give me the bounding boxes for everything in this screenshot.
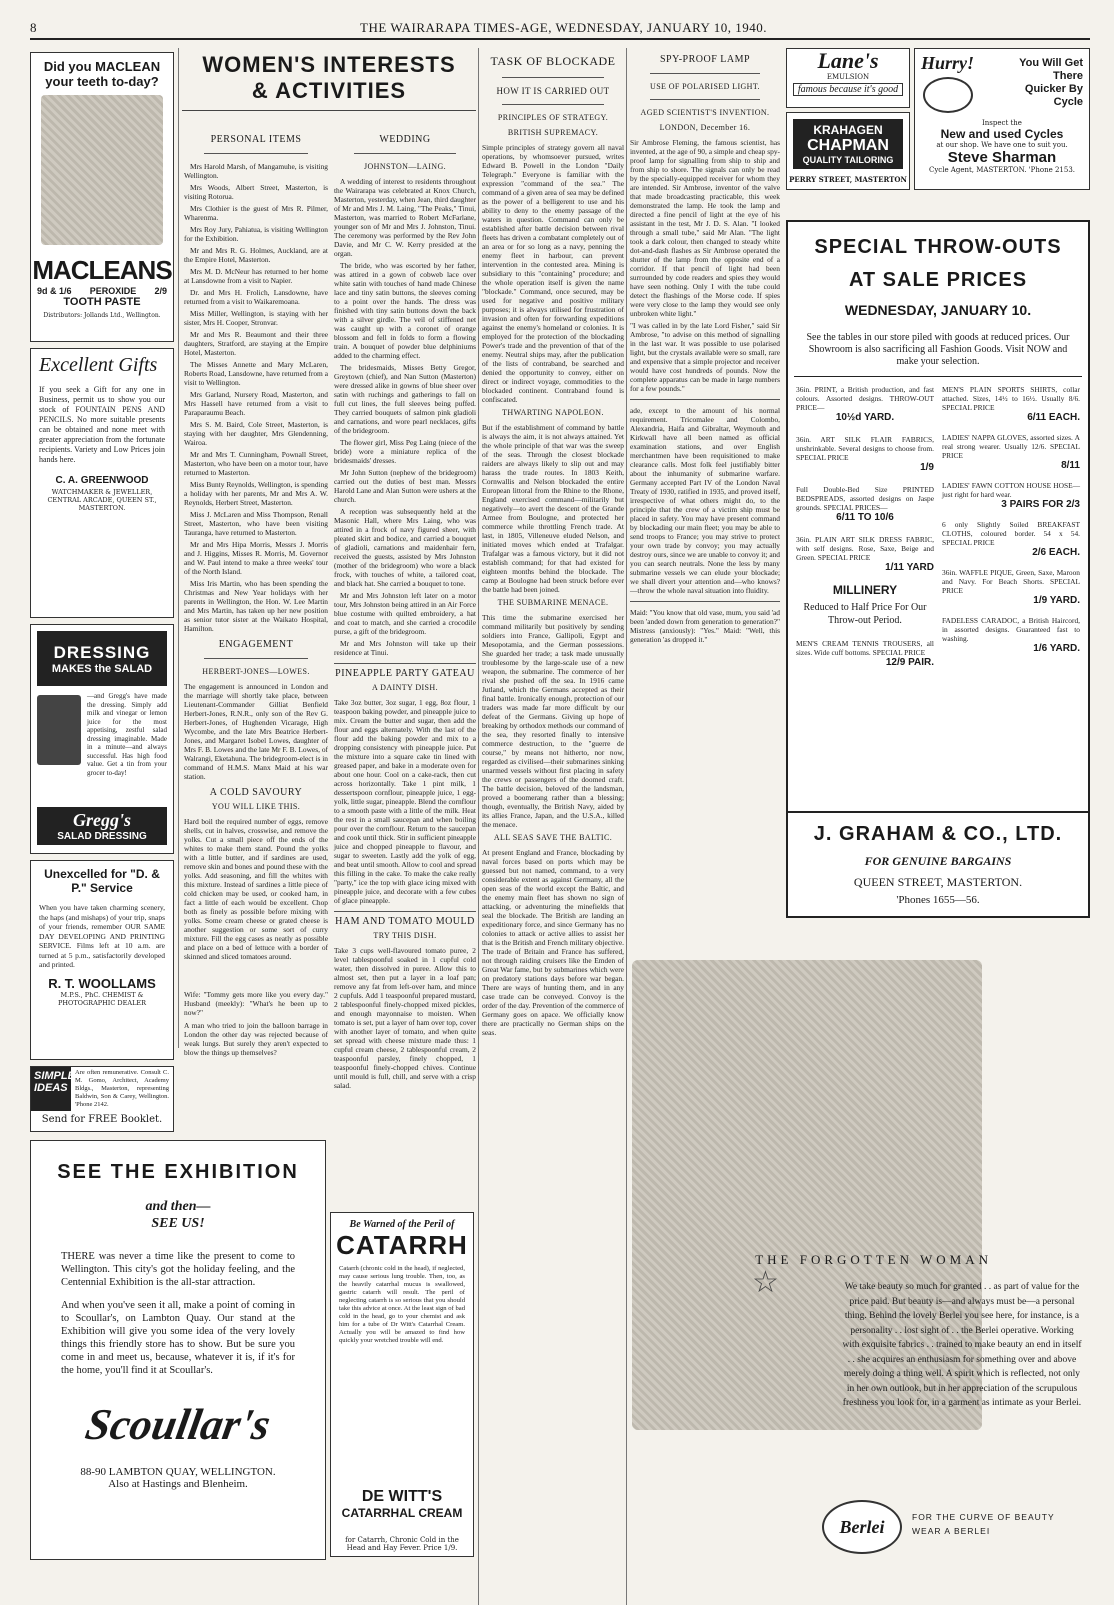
engagement-body: The engagement is announced in London and the marriage will shortly take place, between Lieutenant-Commander Gilliat Benfield Herbert-Jones, R.N.R., only son of the Rev G. Herbert-Jones, of Hughenden Vicarage, High Wycombe, and the late Mrs Beatrice Herbert-Jones, and Margaret Isobel Lowes, daughter of Mrs F. B. Lowes and the late Mr F. B. Lowes, of Walrangi, Eketahuna. The bridegroom-elect is in command of H.M.S. Manx Maid at his war station. xyxy=(184,682,328,781)
greggs-ad xyxy=(30,624,174,854)
greggs-tin-icon xyxy=(37,695,81,765)
graham-item: 36in. ART SILK FLAIR FABRICS, unshrinkable. Several designs to choose from. SPECIAL PRICE 1/9 xyxy=(796,435,934,473)
scoullars-branches: Also at Hastings and Blenheim. xyxy=(108,1478,248,1490)
macleans-ad xyxy=(30,52,174,342)
lanes-brand: Lane's xyxy=(817,48,879,73)
millinery-heading: MILLINERY xyxy=(832,583,898,597)
chapman-name1: KRAHAGEN xyxy=(813,123,883,137)
greggs-subheadline: MAKES the SALAD xyxy=(51,662,153,675)
sharman-trade: Cycle Agent, MASTERTON. 'Phone 2153. xyxy=(928,166,1076,174)
column-rule xyxy=(178,48,179,1048)
lamp-sub1: USE OF POLARISED LIGHT. xyxy=(650,82,760,91)
greenwood-body: If you seek a Gift for any one in Business, permit us to show you our stock of FOUNTAIN PENS AND PENCILS. No more suitable presents can be obtained and none meet with greater appreciation from the fortunate recipients. Variety and Low Prices join hands here. xyxy=(39,385,165,464)
column-rule xyxy=(626,48,627,1605)
scoullars-sub: and then— SEE US! xyxy=(145,1199,211,1231)
greenwood-headline: Excellent Gifts xyxy=(39,354,158,376)
wedding-column xyxy=(334,128,476,1090)
macleans-question: Did you MACLEAN your teeth to-day? xyxy=(43,59,161,89)
personal-items-column xyxy=(184,128,328,988)
savoury-body: Hard boil the required number of eggs, remove shells, cut in halves, crosswise, and remove the yolks. Cut a small piece off the ends of the whites to make them stand. Pound the yolks with a little butter, and if sardines are used, remove skin and bones and pound these with the yolks. Add seasoning, and fill the whites with this mixture. Instead of sardines a little piece of cold chicken may be used, or cooked ham, in fact a little of each would be excellent. Chop both as finely as possible before mixing with yolks. Some cream cheese or grated cheese is another suggestion or some sort of curry mixture. Fill the egg cases as neatly as possible and place on a bed of lettuce with a border of skinned and sliced tomatoes around. xyxy=(184,817,328,961)
berlei-ad xyxy=(632,930,1090,1560)
engagement-sub: HERBERT-JONES—LOWES. xyxy=(202,667,310,676)
graham-item: LADIES' NAPPA GLOVES, assorted sizes. A real strong wearer. Usually 12/6. SPECIAL PRICE 8/11 xyxy=(942,433,1080,471)
woollams-body: When you have taken charming scenery, the haps (and mishaps) of your trip, snaps of your friends, remember OUR SAME DAY DEVELOPING AND PRINTING SERVICE. Films left at 10 a.m. are turned at 5 p.m., satisfactorily developed and printed. xyxy=(39,903,165,969)
gateau-heading: PINEAPPLE PARTY GATEAU xyxy=(334,663,476,679)
ham-heading: HAM AND TOMATO MOULD xyxy=(334,911,476,927)
macleans-distributors: Distributors: Jollands Ltd., Wellington. xyxy=(43,312,161,319)
woollams-ad xyxy=(30,860,174,1060)
greggs-body: —and Gregg's have made the dressing. Simply add milk and vinegar or lemon juice for the most appetising, zestful salad dressing imaginable. Made in a minute—and always successful. Has high food value. Get a tin from your grocer to-day! xyxy=(87,692,167,777)
joke-text: Wife: "Tommy gets more like you every day." Husband (meekly): "What's he been up to now?" xyxy=(184,990,328,1017)
graham-item: FADELESS CARADOC, a British Haircord, in assorted designs. Guaranteed fast to washing. 1/6 YARD. xyxy=(942,616,1080,654)
sharman-ad xyxy=(914,48,1090,190)
blockade-article xyxy=(482,48,624,1560)
macleans-peroxide: PEROXIDE xyxy=(89,286,137,296)
maid-joke: Maid: "You know that old vase, mum, you said 'ad been 'anded down from generation to generation?" Mistress (anxiously): "Yes." Maid: "Well, this generation 'as dropped it." xyxy=(630,608,780,644)
graham-item: 6 only Slightly Soiled BREAKFAST CLOTHS, coloured border. 54 x 54. SPECIAL PRICE 2/6 EACH. xyxy=(942,520,1080,558)
graham-items-right xyxy=(942,385,1080,668)
graham-item: MEN'S PLAIN SPORTS SHIRTS, collar attached. Sizes, 14½ to 16½. Usually 8/6. SPECIAL PRICE 6/11 EACH. xyxy=(942,385,1080,423)
napoleon-heading: THWARTING NAPOLEON. xyxy=(502,408,604,417)
blockade-sub1: HOW IT IS CARRIED OUT xyxy=(496,86,610,96)
lamp-article xyxy=(630,48,780,978)
graham-item: 36in. PRINT, a British production, and fast colours. Assorted designs. THROW-OUT PRICE— 10½d YARD. xyxy=(796,385,934,423)
greggs-brand: Gregg's xyxy=(73,810,131,830)
blockade-body3: This time the submarine exercised her command militarily but positively by sending soldiers into France, Gallipoli, Egypt and Mesopotamia, and the German possessions. She guarded her trade; a task made unusually troublesome by the large-scale use of a new weapon, the submarine. The commerce of her rival she pushed off the sea. In 1916 came Jutland, which the Germans accepted as their final battle. Ironically enough, protection of our traders was made far more difficult by our defeat of the Germans. Giving up hope of breaking by orthodox methods our command of the sea, they resorted finally to intensive commerce destruction, to the "guerre de course," by means not hitherto, nor now, regarded as civilised—their submarines sinking unarmed vessels without first placing in safety the crews or passengers of the doomed craft. The battle decision, beloved of the landsman, proved a boomerang rather than a blessing; though, eventually, the British Navy, aided by its allies France, Japan, and the U.S.A., killed the menace. xyxy=(482,613,624,829)
catarrh-headline: CATARRH xyxy=(336,1230,468,1260)
gateau-body: Take 3oz butter, 3oz sugar, 1 egg, 8oz flour, 1 teaspoon baking powder, and pineapple juice to mix. Cream the butter and sugar, then add the flour and eggs alternately. With the last of the flour add the baking powder and mix to a dropping consistency with pineapple juice. Put the mixture into a square cake tin lined with greased paper, and bake in a moderate oven for about one hour. Cool on a cake-rack, then cut across horizontally. Take 1 pint milk, 1 dessertspoon cornflour, pineapple juice, 1 egg-yolk, little sugar, pineapple. Blend the cornflour to a smooth paste with a little of the milk. Heat the rest in a small saucepan and when boiling pour over the cornflour. Return to the saucepan and cook until thick. Stir in sufficient pineapple juice and chopped pineapple to flavour, and sugar to sweeten. Lastly add the yolk of egg, and beat until smooth. Allow to cool and spread this filling in the cake. To make the cake really "party," ice the top with glace icing mixed with pineapple juice, and decorate with a few cubes of glace pineapple. xyxy=(334,698,476,905)
lanes-product: EMULSION xyxy=(826,73,870,81)
sharman-inspect: Inspect the xyxy=(982,119,1022,127)
blockade-body1: Simple principles of strategy govern all naval operations, by whomsoever pursued, writes Edward B. Powell in the London "Daily Telegraph." Everyone is familiar with the expression "command of the sea." The command of a given area of sea may be defined as the power of a belligerent to use and his ability to deny to the enemy passage of the waters in question. Command can only be established after battle decision between rival fleets has driven a combatant completely out of an area or for so long as a navy, penning the enemy fleet in harbour, can prevent intervention in the contested area. Mining is subsidiary to this "containing" procedure; and the whole operation itself is given the name "blockade." Command, once secured, may be used for negative and positive military purposes; it is always utilised for frustration of invasion and often for forwarding expeditions against the enemy's homeland or colonies. It is employed for the protection of the blockading Power's trade and the prevention of that of the enemy. Neutral ships may, after the publication of the lists of contraband, be searched and denied the opportunity to convey, either on direct or indirect voyage, commodities to the blockaded continent. Contraband found is confiscated. xyxy=(482,143,624,404)
macleans-brand: MACLEANS xyxy=(32,255,172,285)
lamp-dateline: LONDON, December 16. xyxy=(659,123,751,132)
lamp-body2: "I was called in by the late Lord Fisher," said Sir Ambrose, "to advise on this method of signalling in the last war. It was possible to use polarised light, but the crystals available were so small, rare and expensive that a simple projector and receiver would have cost hundreds of pounds. Now the complete apparatus can be made in large numbers for a few pounds." xyxy=(630,321,780,393)
greenwood-ad xyxy=(30,348,174,618)
dewitts-product: CATARRHAL CREAM xyxy=(341,1506,463,1520)
cyclist-icon xyxy=(923,77,973,113)
graham-item: 36in. WAFFLE PIQUE, Green, Saxe, Maroon and Navy. For Beach Shorts. SPECIAL PRICE 1/9 YARD. xyxy=(942,568,1080,606)
graham-name: J. GRAHAM & CO., LTD. xyxy=(813,823,1063,845)
macleans-price-small: 9d & 1/6 xyxy=(37,286,72,296)
baltic-heading: ALL SEAS SAVE THE BALTIC. xyxy=(493,833,613,842)
blockade-sub2: PRINCIPLES OF STRATEGY. xyxy=(497,113,609,122)
tennis-price: 12/9 PAIR. xyxy=(885,657,934,668)
sharman-cycles: New and used Cycles xyxy=(940,127,1064,141)
blockade-body2: But if the establishment of command by battle is always the aim, it is not always attained. Yet the whole principle of that war was the sweep of the seas. Through the closest blockade raiders are always likely to slip out and may harass the trade routes. In 1803 Keith, Cornwallis and Nelson blockaded the entire European littoral from the Rhine to the Rhone, England exercised command—militarily but negatively—to avert the descent of the Grande Armee from Boulogne, and protected her commerce while throttling French trade. At last, in 1805, Villeneuve eluded Nelson, and initiated moves which ended at Trafalgar. Trafalgar was a famous victory, but it did not establish command; for that had existed for eighteen months behind the blockade. The camp at Boulogne had been struck before ever the battle had been joined. xyxy=(482,423,624,594)
lamp-heading: SPY-PROOF LAMP xyxy=(659,54,751,65)
sharman-name: Steve Sharman xyxy=(947,149,1057,166)
blockade-continued: ade, except to the amount of his normal requirement. Tricomalee and Colombo, Alexandria, Haifa and Gibraltar, Weymouth and Kirkwall have all been named as official examination stations, and over English merchantmen have been requisitioned to make clearance calls. Most folk feel justifiably bitter about the inhumanity of submarine warfare. Germany accepted Part IV of the London Naval Treaty of 1930, ratified in 1935, and proved itself, irrespective of what others might do, to the principle that the crew of a victim ship must be placed in safety. You may have present command by blockading our main fleet; you may be able to send troops to France; you may strive to protect your own trade by convoy; you may actually destroy ours, since we are unable to convoy it; and you can search neutrals. None the less by many submarine vessels we can elude your blockade; we shall divert your attention and—who knows?—throw the whole naval situation into fluidity. xyxy=(630,406,780,595)
gateau-sub: A DAINTY DISH. xyxy=(372,683,438,692)
tennis-trousers: MEN'S CREAM TENNIS TROUSERS, all sizes. Wide cuff bottoms. SPECIAL PRICE xyxy=(796,639,934,657)
personal-items-body: Mrs Harold Marsh, of Mangamuhe, is visiting Wellington. Mrs Woods, Albert Street, Masterton, is visiting Rotorua. Mrs Clothier is the guest of Mrs R. Pilmer, Wharenma. Mrs Roy Jury, Pahiatua, is visiting Wellington for the Exhibition. Mr and Mrs R. G. Holmes, Auckland, are at the Empire Hotel, Masterton. Mrs M. D. McNeur has returned to her home at Lansdowne from a visit to Napier. Dr. and Mrs H. Frolich, Lansdowne, have returned from a visit to Waikaremoana. Miss Miller, Wellington, is staying with her sister, Mrs H. Cooper, Stronvar. Mr and Mrs R. Beaumont and their three daughters, Stratford, are staying at the Empire Hotel, Masterton. The Misses Annette and Mary McLaren, Roberts Road, Lansdowne, have returned from a visit to Wellington. Mrs Garland, Nursery Road, Masterton, and Mrs Hassell have returned from a visit to Paraparaumu Beach. Mrs S. M. Baird, Cole Street, Masterton, is staying with her daughter, Mrs Glendenning, Wairoa. Mr and Mrs T. Cunningham, Pownall Street, Masterton, who have been on a motor tour, have returned to Masterton. Miss Bunty Reynolds, Wellington, is spending a holiday with her parents, Mr and Mrs A. W. Reynolds, Herbert Street, Masterton. Miss J. McLaren and Miss Thompson, Renall Street, Masterton, who have been visiting Tauranga, have returned to Masterton. Mr and Mrs Hipa Morris, Messrs J. Morris and J. Higgins, Misses R. Morris, M. Governor and W. Paul intend to make a three weeks' tour of the North Island. Miss Iris Martin, who has been spending the Christmas and New Year holidays with her parents in Wellington, the Hon. W. Lee Martin and Mrs Martin, has taken up her new position as senior tutor sister at the Waikato Hospital, Hamilton. xyxy=(184,162,328,633)
graham-items-left xyxy=(796,385,934,668)
greenwood-trade: WATCHMAKER & JEWELLER, CENTRAL ARCADE, QUEEN ST., MASTERTON. xyxy=(47,488,157,512)
sharman-shop: at our shop. We have one to suit you. xyxy=(936,141,1068,149)
catarrh-footer: for Catarrh, Chronic Cold in the Head and Hay Fever. Price 1/9. xyxy=(345,1536,459,1552)
graham-tagline: FOR GENUINE BARGAINS xyxy=(864,854,1012,868)
graham-item: LADIES' FAWN COTTON HOUSE HOSE—just right for hard wear. 3 PAIRS FOR 2/3 xyxy=(942,481,1080,510)
woollams-name: R. T. WOOLLAMS xyxy=(48,975,156,991)
wedding-body: A wedding of interest to residents throughout the Wairarapa was celebrated at Knox Church, Masterton, yesterday, when Jean, third daughter of Mr and Mrs J. M. Laing, "The Peaks," Tinui, Masterton, was married to Robert McFarlane, younger son of Mr and Mrs J. Johnston, Tinui. The ceremony was performed by the Rev John Davie, and Mr C. W. Kerry presided at the organ. The bride, who was escorted by her father, was attired in a gown of cobweb lace over white satin with touches of hand made Chinese lace and tiny satin buttons, the sleeves coming to a point over the hands. The dress was finished with tiny satin buttons down the back with a silver girdle. The veil of stiffened net was caught up with a coronet of orange blossom and fell in folds to form a flowing train. A bouquet of powder blue delphiniums added to the charming effect. The bridesmaids, Misses Betty Gregor, Greytown (chief), and Nan Sutton (Masterton) were dressed alike in gowns of blue sheer over satin with ruchings and gatherings to fall on full cut lines, the full sleeves being puffed. They carried bouquets of salmon pink gladioli and carnations, and wore pearl necklaces, gifts of the bridegroom. The flower girl, Miss Peg Laing (niece of the bride) wore a miniature replica of the bridesmaids' dresses. Mr John Sutton (nephew of the bridegroom) carried out the duties of best man. Messrs Harold Lane and Alan Sutton were ushers at the church. A reception was subsequently held at the Masonic Hall, where Mrs Laing, who was attired in a frock of navy figured sheer, with pleated skirt and bodice, and carried a bouquet of gladioli, carnations and maidenhair fern, received the guests, assisted by Mrs Johnston (mother of the bridegroom) who wore a black frock, with touches of white, a tailored coat, and black hat. She carried a bouquet to tone. Mr and Mrs Johnston left later on a motor tour, Mrs Johnston being attired in an Air Force blue costume with quilted embroidery, a hat and coat to match, and she carried a crocodile purse, a gift of the bridegroom. Mr and Mrs Johnston will take up their residence at Tinui. xyxy=(334,177,476,657)
graham-heading2: AT SALE PRICES xyxy=(848,269,1028,291)
greggs-headline: DRESSING xyxy=(53,642,151,662)
personal-items-heading: PERSONAL ITEMS xyxy=(210,134,302,145)
wedding-sub: JOHNSTON—LAING. xyxy=(363,162,447,171)
scoullars-address: 88-90 LAMBTON QUAY, WELLINGTON. xyxy=(80,1466,276,1478)
star-icon: ☆ xyxy=(752,1265,779,1300)
womens-interests-section xyxy=(182,52,476,111)
greggs-product: SALAD DRESSING xyxy=(57,831,147,842)
berlei-logo: Berlei xyxy=(822,1500,902,1554)
jokes-block xyxy=(184,990,328,1130)
page-number: 8 xyxy=(30,20,37,35)
scoullars-headline: SEE THE EXHIBITION xyxy=(57,1161,299,1183)
engagement-heading: ENGAGEMENT xyxy=(218,639,294,650)
catarrh-ad xyxy=(330,1212,474,1557)
ham-sub: TRY THIS DISH. xyxy=(373,931,437,940)
berlei-heading: THE FORGOTTEN WOMAN xyxy=(755,1252,992,1267)
simple-ideas-ad xyxy=(30,1066,174,1132)
scoullars-para1: THERE was never a time like the present to come to Wellington. This city's got the holiday feeling, and the Centennial Exhibition is the all-star attraction. xyxy=(61,1251,295,1288)
chapman-address: PERRY STREET, MASTERTON xyxy=(789,175,907,184)
newspaper-title: THE WAIRARAPA TIMES-AGE, WEDNESDAY, JANUARY 10, 1940. xyxy=(360,20,767,35)
lanes-slogan: famous because it's good xyxy=(793,83,903,96)
berlei-body: We take beauty so much for granted . . as part of value for the price paid. But beauty is—and always must be—a personal thing. Behind the lovely Berlei you see here, for instance, is a personality . . lost sight of . . the Berlei operative. Working with exquisite fabrics . . trained to make beauty an end in itself . . she acquires an enthusiasm for something over and above merely doing a thing well. A spirit which is reflected, not only in her own outlook, but in her appreciation of the scrupulous freshness you look for, in a garment as intimate as your Berlei. xyxy=(842,1282,1082,1408)
savoury-sub: YOU WILL LIKE THIS. xyxy=(211,802,301,811)
chapman-ad xyxy=(786,112,910,190)
woollams-headline: Unexcelled for "D. & P." Service xyxy=(44,867,160,895)
womens-title: WOMEN'S INTERESTS xyxy=(202,52,456,77)
graham-phones: 'Phones 1655—56. xyxy=(896,894,980,906)
graham-intro: See the tables in our store piled with goods at reduced prices. Our Showroom is also sacrificing all Fashion Goods. Visit NOW and make your selection. xyxy=(806,332,1070,367)
ham-body: Take 3 cups well-flavoured tomato puree, 2 level tablespoonful soaked in 1 cupful cold water, then dissolved in puree. Allow this to almost set, then put a layer in a loaf pan; remove any fat from left-over ham, and mince 2 cupfuls. Add 1 teaspoonful prepared mustard, 2 tablespoonful finely-chopped mixed pickles, and enough mayonnaise to moisten. When tomato is set, put a layer of ham over top, cover with another layer of tomato, and when quite set spread with cheese mixture made thus: 1 cupful cream cheese, 2 tablespoonful cream, 2 teaspoonful parsley, finely chopped, 1 teaspoonful finely-chopped chives. Continue until mould is full, chill, and serve with a crisp salad. xyxy=(334,946,476,1090)
woollams-trade: M.P.S., PhC. CHEMIST & PHOTOGRAPHIC DEALER xyxy=(57,990,147,1007)
catarrh-warning: Be Warned of the Peril of xyxy=(349,1219,455,1230)
blockade-body4: At present England and France, blockading by naval forces based on ports which may be guessed but not named, command, to a very considerable extent as against Germany, all the open seas of the world except the Baltic, and the enemy main fleet has shown no sign of attacking, or adventuring the minefields that seal the blockade. The British are landing an expeditionary force, and since Germany has no colonies to attack or active allies to assist her that is the British and French military objective. The trade of Britain and France has suffered, not through raiding cruisers like the Emden of Great War fame, but by submarines which were on predatory stations days before war began. There are ways of hunting them, and in any case trade can be conveyed. Convoy is the order of the day. Prevention of the commerce of Germany goes on apace. We officially know there are practically no German ships on the seas. xyxy=(482,848,624,1037)
lamp-sub2: AGED SCIENTIST'S INVENTION. xyxy=(640,108,770,117)
sharman-hurry: Hurry! xyxy=(921,53,975,73)
graham-heading1: SPECIAL THROW-OUTS xyxy=(814,236,1062,258)
graham-address: QUEEN STREET, MASTERTON. xyxy=(853,875,1023,889)
blockade-heading: TASK OF BLOCKADE xyxy=(490,54,616,68)
submarine-heading: THE SUBMARINE MENACE. xyxy=(497,598,609,607)
macleans-price-large: 2/9 xyxy=(154,286,167,296)
lanes-emulsion-ad xyxy=(786,48,910,108)
wedding-heading: WEDDING xyxy=(379,134,431,145)
blockade-sub3: BRITISH SUPREMACY. xyxy=(507,128,599,137)
lamp-body: Sir Ambrose Fleming, the famous scientist, has invented, at the age of 90, a simple and cheap spy-proof lamp for signalling from ship to ship and from ship to shore. The signals can only be read by the specially-equipped receiver for whom they are intended. Sir Ambrose, inventor of the valve that made broadcasting practicable, this week demonstrated the lamp. He took the lamp and directed a fine pencil of light at the eye of his assistant in the test, Mr J. D. S. Alan. "I looked through a small tube," said Mr Alan. "The light took a dark colour, then changed to steady white dot-and-dash flashes as Sir Ambrose operated the shutter of the lamp from the opposite end of a corridor. If that pencil of light had been surrounded by code readers and spies they would have seen nothing. Only I with the tube could detect the flashings of the Morse code. If spies were very close to the lamp they would see only unbroken white light." xyxy=(630,138,780,318)
simple-ideas-footer: Send for FREE Booklet. xyxy=(41,1114,163,1125)
scoullars-ad xyxy=(30,1140,326,1560)
savoury-heading: A COLD SAVOURY xyxy=(209,787,303,798)
simple-ideas-headline: SIMPLE IDEAS xyxy=(31,1067,71,1111)
graham-item: 36in. PLAIN ART SILK DRESS FABRIC, with self designs. Rose, Saxe, Beige and Green. SPECIAL PRICE 1/11 YARD xyxy=(796,535,934,573)
column-rule xyxy=(478,48,479,1605)
sharman-tagline: You Will Get There Quicker By Cycle xyxy=(1019,57,1083,108)
macleans-toothpaste: TOOTH PASTE xyxy=(63,296,141,308)
graham-ad xyxy=(786,220,1090,918)
greenwood-name: C. A. GREENWOOD xyxy=(55,475,149,486)
womens-subtitle: & ACTIVITIES xyxy=(251,78,407,103)
woman-smiling-photo xyxy=(41,95,163,245)
chapman-service: QUALITY TAILORING xyxy=(802,155,894,165)
simple-ideas-body: Are often remunerative. Consult C. M. Gomo, Architect, Academy Bldgs., Masterton, representing Baldwin, Son & Carey, Wellington. 'Phone 2142. xyxy=(75,1069,169,1108)
scoullars-logo: Scoullar's xyxy=(81,1400,275,1449)
graham-date: WEDNESDAY, JANUARY 10. xyxy=(844,302,1032,318)
graham-item: Full Double-Bed Size PRINTED BEDSPREADS, assorted designs on Jaspe grounds. SPECIAL PRICES— 6/11 TO 10/6 xyxy=(796,485,934,523)
berlei-tagline: FOR THE CURVE OF BEAUTY WEAR A BERLEI xyxy=(912,1512,1055,1536)
dewitts-brand: DE WITT'S xyxy=(361,1488,443,1505)
scoullars-para2: And when you've seen it all, make a point of coming in to Scoullar's, on Lambton Quay. Our stand at the Exhibition will give you some idea of the very lovely things this friendly store has to show. But be sure you come in and meet us, because, whatever it is, if it's for the home, you'll find it at Scoullar's. xyxy=(61,1300,295,1376)
masthead xyxy=(30,18,1090,40)
joke-text-2: A man who tried to join the balloon barrage in London the other day was rejected because of weak lungs. But surely they aren't expected to blow the things up themselves? xyxy=(184,1021,328,1057)
chapman-name2: CHAPMAN xyxy=(807,137,889,154)
millinery-body: Reduced to Half Price For Our Throw-out Period. xyxy=(803,602,927,626)
catarrh-body: Catarrh (chronic cold in the head), if neglected, may cause serious lung trouble. Then, too, as the heavily catarrhal mucus is swallowed, gastric catarrh will result. The peril of neglecting catarrh is so serious that you should take this advice at once. At the least sign of bad cold in the head, go to your chemist and ask him for a tube of Dr Witt's Catarrhal Cream. Actually you will be amazed to find how quickly your wretched trouble will end. xyxy=(339,1265,465,1344)
